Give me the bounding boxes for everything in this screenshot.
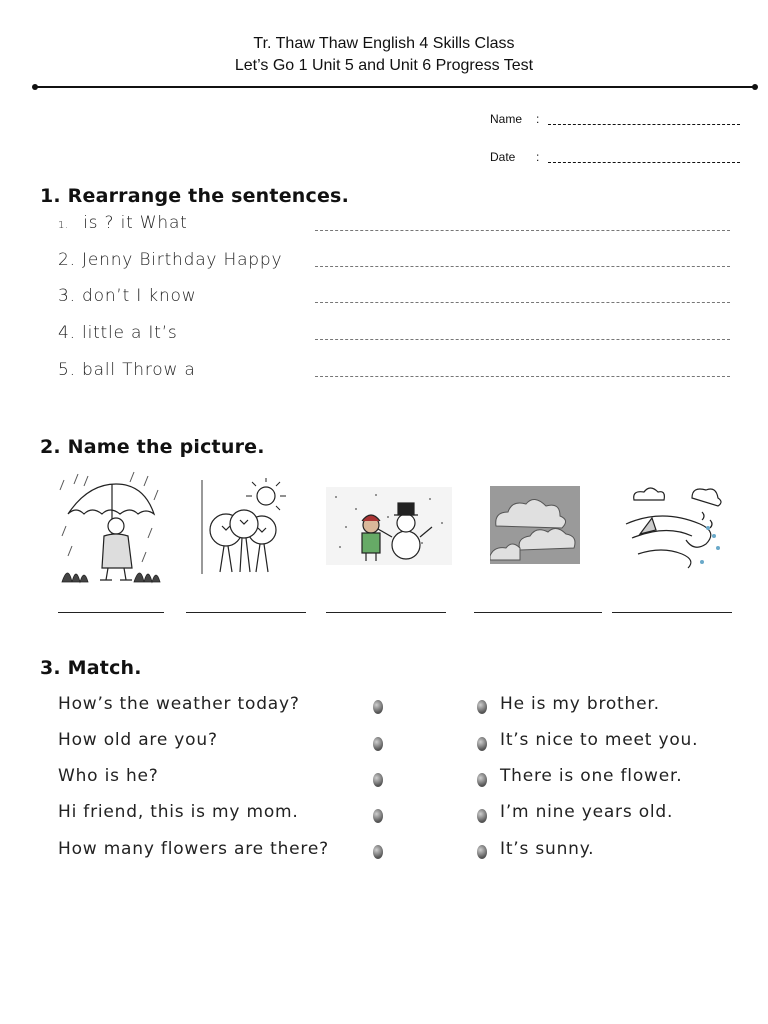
- snowman-icon: [326, 487, 452, 565]
- picture-answer-line-5[interactable]: [612, 612, 732, 613]
- match-dot-left-5[interactable]: [373, 845, 383, 859]
- rearrange-item-4: [58, 323, 178, 343]
- date-field[interactable]: [548, 152, 740, 163]
- date-row: [490, 150, 740, 164]
- match-question-2: How old are you?: [58, 730, 218, 750]
- section2-title: 2. Name the picture.: [40, 436, 265, 458]
- match-answer-3: There is one flower.: [500, 766, 683, 786]
- match-dot-left-3[interactable]: [373, 773, 383, 787]
- match-answer-1: He is my brother.: [500, 694, 660, 714]
- windy-icon: [622, 484, 726, 574]
- item-text: little a It’s: [82, 323, 178, 343]
- picture-answer-line-2[interactable]: [186, 612, 306, 613]
- rearrange-item-5: [58, 360, 196, 380]
- match-dot-right-3[interactable]: [477, 773, 487, 787]
- rainy-umbrella-icon: [58, 470, 162, 586]
- answer-line-4[interactable]: [315, 339, 730, 340]
- item-number: 2.: [58, 250, 76, 270]
- match-question-3: Who is he?: [58, 766, 159, 786]
- match-answer-5: It’s sunny.: [500, 839, 595, 859]
- match-dot-left-2[interactable]: [373, 737, 383, 751]
- item-number: 4.: [58, 323, 76, 343]
- name-label: Name: [490, 112, 523, 126]
- date-label: Date: [490, 150, 516, 164]
- match-question-1: How’s the weather today?: [58, 694, 300, 714]
- name-row: [490, 112, 740, 126]
- item-number: 5.: [58, 360, 76, 380]
- item-number: 3.: [58, 286, 76, 306]
- name-colon: :: [536, 112, 540, 126]
- name-field[interactable]: [548, 114, 740, 125]
- date-colon: :: [536, 150, 540, 164]
- section1-title: 1. Rearrange the sentences.: [40, 185, 349, 207]
- picture-answer-line-1[interactable]: [58, 612, 164, 613]
- answer-line-1[interactable]: [315, 230, 730, 231]
- sunny-trees-icon: [200, 478, 288, 578]
- item-number: 1.: [58, 220, 70, 231]
- picture-answer-line-4[interactable]: [474, 612, 602, 613]
- section3-title: 3. Match.: [40, 657, 142, 679]
- match-dot-left-1[interactable]: [373, 700, 383, 714]
- match-dot-right-2[interactable]: [477, 737, 487, 751]
- cloudy-icon: [490, 486, 580, 564]
- rearrange-item-2: [58, 250, 282, 270]
- item-text: don’t I know: [82, 286, 197, 306]
- match-question-5: How many flowers are there?: [58, 839, 329, 859]
- answer-line-5[interactable]: [315, 376, 730, 377]
- match-answer-4: I’m nine years old.: [500, 802, 674, 822]
- item-text: ball Throw a: [82, 360, 196, 380]
- match-answer-2: It’s nice to meet you.: [500, 730, 699, 750]
- rearrange-item-1: [58, 213, 188, 233]
- header-divider: [35, 86, 755, 88]
- document-header: [0, 33, 768, 77]
- match-dot-right-5[interactable]: [477, 845, 487, 859]
- item-text: Jenny Birthday Happy: [82, 250, 283, 270]
- match-dot-left-4[interactable]: [373, 809, 383, 823]
- test-title: Let’s Go 1 Unit 5 and Unit 6 Progress Test: [234, 57, 534, 74]
- match-dot-right-4[interactable]: [477, 809, 487, 823]
- match-dot-right-1[interactable]: [477, 700, 487, 714]
- answer-line-3[interactable]: [315, 302, 730, 303]
- class-title: Tr. Thaw Thaw English 4 Skills Class: [253, 35, 515, 52]
- match-question-4: Hi friend, this is my mom.: [58, 802, 299, 822]
- rearrange-item-3: [58, 286, 196, 306]
- answer-line-2[interactable]: [315, 266, 730, 267]
- picture-answer-line-3[interactable]: [326, 612, 446, 613]
- item-text: is ? it What: [83, 213, 188, 233]
